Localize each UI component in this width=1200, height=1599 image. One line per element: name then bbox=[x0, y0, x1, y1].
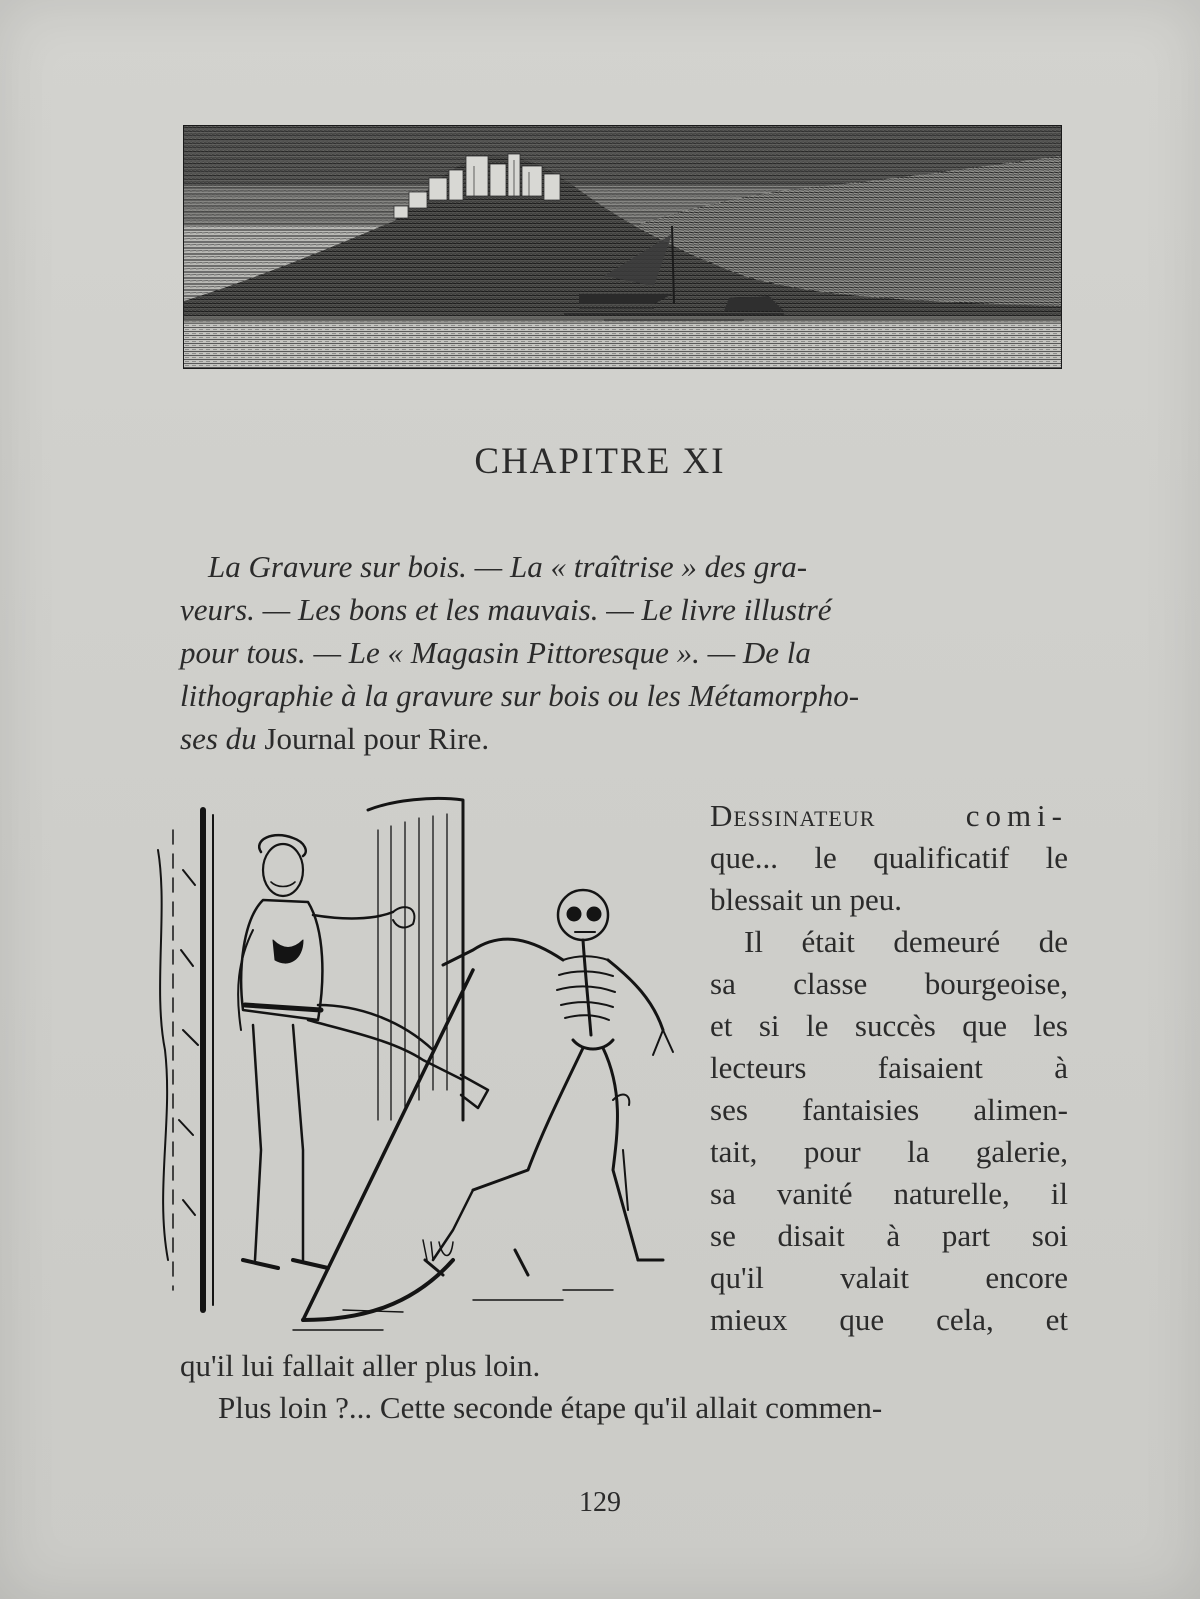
word: de bbox=[1038, 924, 1068, 959]
word: alimen- bbox=[973, 1092, 1068, 1127]
word: soi bbox=[1031, 1218, 1068, 1253]
word: valait bbox=[840, 1260, 910, 1295]
word: Il bbox=[744, 924, 763, 959]
word: galerie, bbox=[975, 1134, 1068, 1169]
chapter-summary bbox=[180, 545, 1070, 760]
text-line bbox=[710, 1215, 1068, 1257]
word: sa bbox=[710, 1176, 736, 1211]
text-line: Plus loin ?... Cette seconde étape qu'il allait commen- bbox=[218, 1390, 883, 1425]
word: à bbox=[886, 1218, 901, 1253]
word: bourgeoise, bbox=[924, 966, 1068, 1001]
wrapped-text-column bbox=[710, 795, 1068, 1341]
word: classe bbox=[793, 966, 868, 1001]
summary-line: pour tous. — Le « Magasin Pittoresque ». — De la bbox=[180, 635, 811, 670]
text-line bbox=[710, 1299, 1068, 1341]
text-line bbox=[710, 1173, 1068, 1215]
word: que bbox=[962, 1008, 1008, 1043]
word: vanité bbox=[776, 1176, 853, 1211]
text-line bbox=[710, 921, 1068, 963]
word: cela, bbox=[936, 1302, 994, 1337]
text-line: qu'il lui fallait aller plus loin. bbox=[180, 1348, 541, 1383]
word: le bbox=[806, 1008, 829, 1043]
text-line bbox=[710, 837, 1068, 879]
word: tait, bbox=[710, 1134, 758, 1169]
word: demeuré bbox=[893, 924, 1001, 959]
word: il bbox=[1050, 1176, 1068, 1211]
word: qu'il bbox=[710, 1260, 764, 1295]
word: le bbox=[1045, 840, 1068, 875]
text-line bbox=[710, 1089, 1068, 1131]
word: mieux bbox=[710, 1302, 788, 1337]
word: que bbox=[839, 1302, 885, 1337]
word: lecteurs bbox=[710, 1050, 807, 1085]
word: ses bbox=[710, 1092, 748, 1127]
word: naturelle, bbox=[893, 1176, 1010, 1211]
word: et bbox=[1045, 1302, 1068, 1337]
text-fragment: comi- bbox=[965, 798, 1068, 833]
word: les bbox=[1033, 1008, 1068, 1043]
text-line bbox=[710, 1131, 1068, 1173]
word: succès bbox=[854, 1008, 936, 1043]
full-width-text bbox=[180, 1345, 1065, 1429]
chapter-title: CHAPITRE XI bbox=[474, 441, 726, 482]
word: était bbox=[801, 924, 855, 959]
skeleton-vignette-illustration bbox=[143, 790, 688, 1340]
header-engraving-illustration bbox=[183, 125, 1062, 369]
text-line bbox=[710, 963, 1068, 1005]
word: et bbox=[710, 1008, 733, 1043]
summary-line: La Gravure sur bois. — La « traîtrise » des gra- bbox=[208, 549, 808, 584]
text-line bbox=[710, 1257, 1068, 1299]
word: qualificatif bbox=[873, 840, 1010, 875]
summary-line: lithographie à la gravure sur bois ou les Métamorpho- bbox=[180, 678, 860, 713]
word: encore bbox=[985, 1260, 1068, 1295]
word: la bbox=[907, 1134, 930, 1169]
summary-line bbox=[180, 717, 1070, 760]
word: fantaisies bbox=[802, 1092, 920, 1127]
word: pour bbox=[803, 1134, 861, 1169]
word: sa bbox=[710, 966, 736, 1001]
text-line bbox=[710, 1005, 1068, 1047]
word: le bbox=[814, 840, 837, 875]
journal-title: Journal pour Rire. bbox=[264, 721, 490, 756]
word: faisaient bbox=[877, 1050, 983, 1085]
word: disait bbox=[777, 1218, 845, 1253]
text-line bbox=[710, 1047, 1068, 1089]
drop-word: Dessinateur bbox=[710, 798, 876, 833]
page-number: 129 bbox=[579, 1487, 621, 1518]
word: que... bbox=[710, 840, 779, 875]
text-line bbox=[710, 795, 1068, 837]
summary-italic-fragment: ses du bbox=[180, 721, 257, 756]
word: à bbox=[1054, 1050, 1068, 1085]
summary-line: veurs. — Les bons et les mauvais. — Le livre illustré bbox=[180, 592, 832, 627]
word: se bbox=[710, 1218, 736, 1253]
text-line: blessait un peu. bbox=[710, 882, 902, 917]
word: si bbox=[758, 1008, 780, 1043]
word: part bbox=[941, 1218, 991, 1253]
